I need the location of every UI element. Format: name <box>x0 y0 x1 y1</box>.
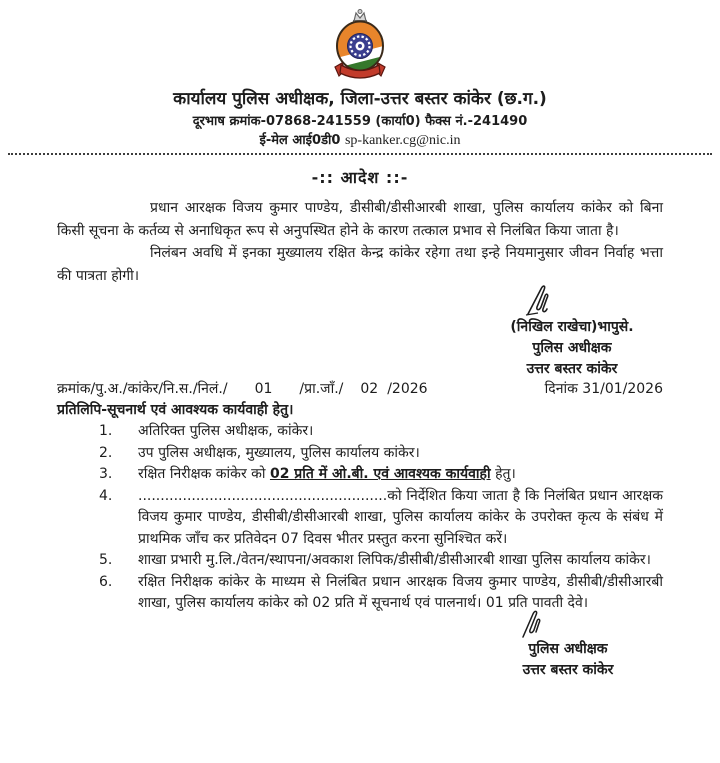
letterhead <box>0 0 720 149</box>
order-paragraph-2: निलंबन अवधि में इनका मुख्यालय रक्षित केन्द्र कांकेर रहेगा तथा इन्हे नियमानुसार जीवन निर्वाह भत्ता की पात्रता होगी। <box>57 245 663 284</box>
order-date: दिनांक 31/01/2026 <box>544 381 663 397</box>
office-name: कार्यालय पुलिस अधीक्षक, जिला-उत्तर बस्तर कांकेर (छ.ग.) <box>173 89 547 109</box>
list-number: 2. <box>99 444 113 461</box>
list-item-text <box>138 464 663 486</box>
list-number: 5. <box>99 552 113 568</box>
signatory-district: उत्तर बस्तर कांकेर <box>526 361 618 377</box>
list-item-text: शाखा प्रभारी मु.लि./वेतन/स्थापना/अवकाश लिपिक/डीसीबी/डीसीआरबी शाखा पुलिस कार्यालय कांकेर। <box>138 552 651 568</box>
chakra-medallion-icon <box>348 34 373 59</box>
list-number: 6. <box>99 573 113 590</box>
signatory-post: पुलिस अधीक्षक <box>532 340 612 356</box>
list-item-3-pre: रक्षित निरीक्षक कांकेर को <box>138 466 270 482</box>
list-item-text: उप पुलिस अधीक्षक, मुख्यालय, पुलिस कार्यालय कांकेर। <box>138 444 420 461</box>
phone-fax-line: दूरभाष क्रमांक-07868-241559 (कार्या0) फैक्स नं.-241490 <box>192 114 528 129</box>
copy-to-heading: प्रतिलिपि-सूचनार्थ एवं आवश्यक कार्यवाही हेतु। <box>57 402 294 418</box>
copy-to-list <box>0 421 720 615</box>
signatory-post: पुलिस अधीक्षक <box>528 640 608 657</box>
police-emblem-logo <box>317 8 403 84</box>
list-item-2 <box>57 443 663 465</box>
email-label: ई-मेल आई0डी0 <box>259 133 341 148</box>
list-number: 3. <box>99 466 113 482</box>
reference-year: /2026 <box>387 381 428 397</box>
signature-block-bottom <box>468 609 668 681</box>
email-address: sp-kanker.cg@nic.in <box>344 133 461 148</box>
signatory-name: (निखिल राखेचा)भापुसे. <box>510 319 634 335</box>
list-number: 1. <box>99 423 113 439</box>
signature-block-top <box>472 283 672 380</box>
signatory-district: उत्तर बस्तर कांकेर <box>522 661 614 678</box>
list-number: 4. <box>99 487 113 504</box>
reference-line <box>0 379 720 399</box>
dotted-separator <box>8 153 712 155</box>
reference-num2: 02 <box>360 381 379 397</box>
list-item-text: रक्षित निरीक्षक कांकेर के माध्यम से निलंबित प्रधान आरक्षक विजय कुमार पाण्डेय, डीसीबी/डीसीआरबी शाखा, पुलिस कार्यालय कांकेर को 02 प्रति में सूचनार्थ एवं पालनार्थ। 01 प्रति पावती देवे। <box>138 573 663 611</box>
list-item-3-post: हेतु। <box>490 466 516 482</box>
list-item-4 <box>57 486 663 551</box>
list-item-3 <box>57 464 663 486</box>
reference-num1: 01 <box>254 381 273 397</box>
order-paragraph-1: प्रधान आरक्षक विजय कुमार पाण्डेय, डीसीबी/डीसीआरबी शाखा, पुलिस कार्यालय कांकेर को बिना किसी सूचना के कर्तव्य से अनाधिकृत रूप से अनुपस्थित होने के कारण तत्काल प्रभाव से निलंबित किया जाता है। <box>57 200 663 239</box>
list-item-3-emphasis: 02 प्रति में ओ.बी. एवं आवश्यक कार्यवाही <box>269 466 491 482</box>
reference-mid: /प्रा.जाँ./ <box>299 381 344 397</box>
handwritten-signature-icon <box>524 283 554 317</box>
email-line <box>0 130 720 149</box>
list-item-5 <box>57 550 663 572</box>
order-title: -:: आदेश ::- <box>311 168 409 187</box>
list-item-1 <box>57 421 663 443</box>
list-item-6 <box>57 572 663 615</box>
list-item-text: अतिरिक्त पुलिस अधीक्षक, कांकेर। <box>138 423 314 439</box>
list-item-text: ........................................................को निर्देशित किया जाता है कि निलंबित प्रधान आरक्षक विजय कुमार पाण्डेय, डीसीबी/डीसीआरबी शाखा, पुलिस कार्यालय कांकेर के उपरोक्त कृत्य के संबंध में प्राथमिक जाँच कर प्रतिवेदन 07 दिवस भीतर प्रस्तुत करना सुनिश्चित करें। <box>138 487 663 547</box>
reference-number <box>57 379 428 399</box>
reference-prefix: क्रमांक/पु.अ./कांकेर/नि.स./निलं./ <box>57 381 228 397</box>
